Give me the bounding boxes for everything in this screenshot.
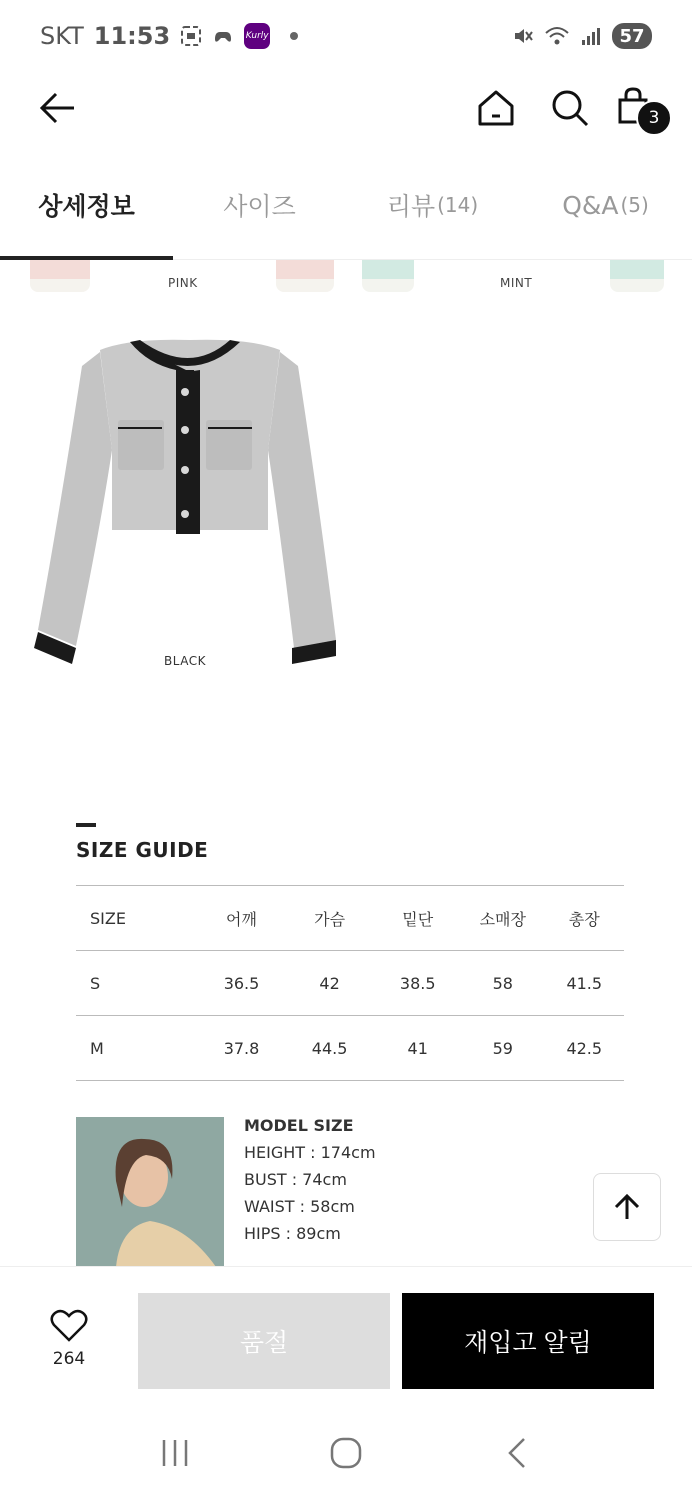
col-header: 가슴 — [314, 909, 346, 929]
tab-label: 상세정보 — [38, 192, 135, 221]
cart-count-badge: 3 — [636, 100, 672, 136]
color-label-black: BLACK — [164, 654, 206, 668]
swatch-label-pink: PINK — [168, 276, 198, 290]
wifi-icon — [544, 25, 570, 47]
home-icon[interactable] — [474, 86, 518, 130]
size-guide-table — [76, 885, 624, 1081]
tab-count: (14) — [437, 193, 479, 217]
pink-sleeve-image — [30, 260, 90, 292]
wishlist-button[interactable] — [40, 1309, 98, 1369]
value-cell: 36.5 — [223, 973, 260, 993]
value-cell: 38.5 — [399, 973, 436, 993]
notification-dot — [290, 32, 298, 40]
model-height: HEIGHT : 174cm — [244, 1143, 376, 1162]
restock-alert-button[interactable]: 재입고 알림 — [402, 1293, 654, 1389]
mint-sleeve-image — [610, 260, 664, 292]
model-hips: HIPS : 89cm — [244, 1224, 341, 1243]
table-row — [76, 951, 624, 1016]
product-tabs — [0, 150, 692, 260]
col-header: 소매장 — [479, 909, 526, 929]
app-header — [0, 72, 692, 144]
mint-sleeve-image — [362, 260, 414, 292]
value-cell: 42.5 — [566, 1038, 603, 1058]
battery-indicator: 57 — [612, 23, 652, 49]
value-cell: 37.8 — [223, 1038, 260, 1058]
model-waist: WAIST : 58cm — [244, 1197, 355, 1216]
carrier: SKT — [40, 22, 84, 50]
value-cell: 44.5 — [311, 1038, 348, 1058]
system-nav-bar — [0, 1406, 692, 1500]
value-cell: 41.5 — [566, 973, 603, 993]
purchase-bar — [0, 1266, 692, 1406]
model-size-title: MODEL SIZE — [244, 1116, 354, 1135]
mute-icon — [512, 25, 534, 47]
heart-icon — [50, 1309, 88, 1343]
game-controller-icon — [212, 25, 234, 47]
back-nav-icon[interactable] — [500, 1436, 534, 1470]
table-row — [76, 1016, 624, 1081]
tab-size[interactable] — [173, 150, 346, 260]
black-jacket-image — [30, 330, 350, 680]
status-bar — [0, 0, 692, 72]
col-header: 총장 — [568, 909, 600, 929]
screenshot-icon — [180, 25, 202, 47]
section-rule — [76, 823, 96, 827]
tab-detail[interactable] — [0, 150, 173, 260]
model-bust: BUST : 74cm — [244, 1170, 347, 1189]
tab-label: Q&A — [562, 190, 619, 220]
table-header-row — [76, 886, 624, 951]
size-cell: S — [90, 973, 101, 993]
col-header: 밑단 — [402, 909, 434, 929]
clock: 11:53 — [93, 22, 171, 50]
color-swatch-strip — [0, 260, 692, 300]
model-size-info — [244, 1112, 376, 1247]
col-header: 어깨 — [226, 909, 257, 929]
soldout-button[interactable]: 품절 — [138, 1293, 390, 1389]
search-icon[interactable] — [548, 86, 592, 130]
arrow-up-icon — [612, 1192, 642, 1222]
tab-qna[interactable] — [519, 150, 692, 260]
col-header: SIZE — [90, 908, 126, 928]
tab-label: 사이즈 — [223, 192, 296, 221]
wish-count: 264 — [52, 1349, 86, 1369]
size-guide-title: SIZE GUIDE — [76, 838, 209, 862]
size-cell: M — [90, 1038, 104, 1058]
value-cell: 59 — [492, 1038, 513, 1058]
back-arrow-icon[interactable] — [36, 86, 80, 130]
value-cell: 58 — [492, 973, 513, 993]
tab-count: (5) — [620, 193, 649, 217]
value-cell: 42 — [319, 973, 340, 993]
tab-label: 리뷰 — [386, 192, 436, 221]
signal-icon — [580, 25, 602, 47]
value-cell: 41 — [407, 1038, 428, 1058]
recent-apps-icon[interactable] — [158, 1436, 192, 1470]
home-nav-icon[interactable] — [329, 1436, 363, 1470]
tab-review[interactable] — [346, 150, 519, 260]
swatch-label-mint: MINT — [500, 276, 533, 290]
pink-sleeve-image — [276, 260, 334, 292]
model-photo — [76, 1117, 224, 1267]
scroll-to-top-button[interactable] — [593, 1173, 661, 1241]
kurly-app-icon: Kurly — [244, 23, 270, 49]
